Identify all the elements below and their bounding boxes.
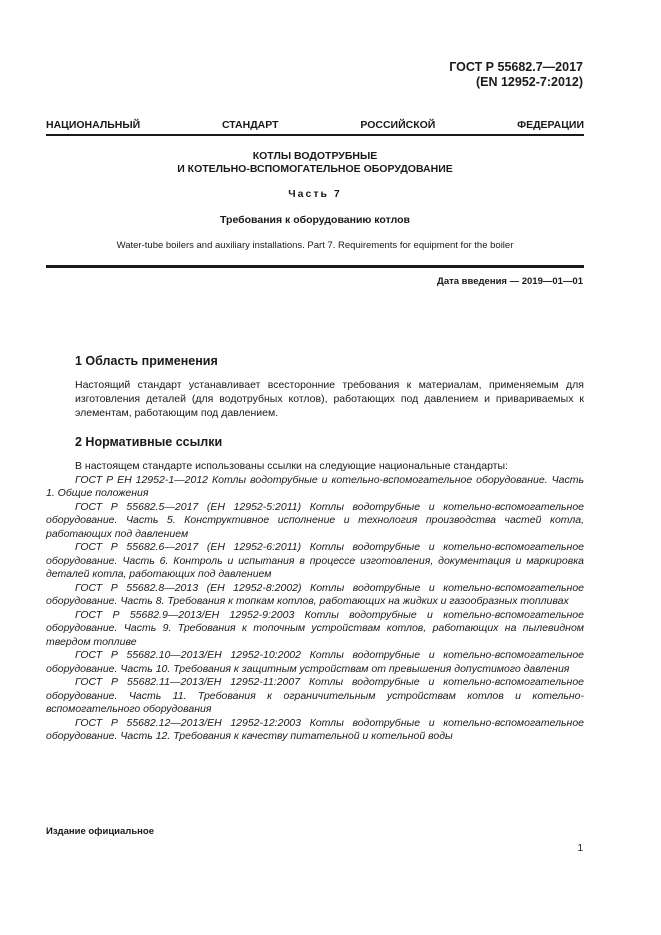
reference-item: ГОСТ Р 55682.12—2013/ЕН 12952-12:2003 Котлы водотрубные и котельно-вспомогательное оборудование. Часть 12. Требования к качеству питательной и котельной воды bbox=[46, 716, 584, 742]
document-number: ГОСТ Р 55682.7—2017 bbox=[449, 60, 583, 74]
page-number: 1 bbox=[577, 843, 583, 854]
reference-item: ГОСТ Р 55682.5—2017 (ЕН 12952-5:2011) Котлы водотрубные и котельно-вспомогательное оборудование. Часть 5. Конструктивное исполнение и технология производства частей котла, работающих под давлением bbox=[46, 500, 584, 540]
banner-divider bbox=[46, 134, 584, 136]
document-number-block bbox=[449, 60, 583, 90]
introduction-date: Дата введения — 2019—01—01 bbox=[437, 276, 583, 287]
banner-word: НАЦИОНАЛЬНЫЙ bbox=[46, 119, 141, 131]
section-2-heading: 2 Нормативные ссылки bbox=[75, 435, 223, 449]
reference-item: ГОСТ Р 55682.10—2013/ЕН 12952-10:2002 Котлы водотрубные и котельно-вспомогательное оборудование. Часть 10. Требования к защитным устройствам от превышения допустимого давления bbox=[46, 649, 584, 675]
banner-word: РОССИЙСКОЙ bbox=[360, 119, 436, 131]
document-title bbox=[46, 150, 584, 176]
national-standard-banner bbox=[46, 119, 584, 131]
section-1-paragraph: Настоящий стандарт устанавливает всесторонние требования к материалам, применяемым для изготовления деталей (для водотрубных котлов), работающих под давлением и привариваемых к элементам, работающим под давлением. bbox=[75, 379, 584, 419]
banner-word: ФЕДЕРАЦИИ bbox=[517, 119, 584, 131]
document-part: Часть 7 bbox=[288, 188, 342, 200]
document-subtitle: Требования к оборудованию котлов bbox=[220, 214, 410, 226]
title-line-2: И КОТЕЛЬНО-ВСПОМОГАТЕЛЬНОЕ ОБОРУДОВАНИЕ bbox=[177, 163, 453, 175]
document-number-en: (EN 12952-7:2012) bbox=[475, 75, 583, 89]
english-title: Water-tube boilers and auxiliary installations. Part 7. Requirements for equipment for the boiler bbox=[116, 240, 514, 251]
references-list bbox=[46, 460, 584, 744]
official-edition-note: Издание официальное bbox=[46, 826, 154, 837]
reference-item: ГОСТ Р 55682.9—2013/ЕН 12952-9:2003 Котлы водотрубные и котельно-вспомогательное оборудование. Часть 9. Требования к топочным устройствам котлов, работающих на пылевидном твердом топливе bbox=[46, 608, 584, 648]
reference-item: ГОСТ Р 55682.11—2013/ЕН 12952-11:2007 Котлы водотрубные и котельно-вспомогательное оборудование. Часть 11. Требования к ограничительным устройствам котлов и котельно-вспомогательного оборудования bbox=[46, 676, 584, 715]
section-1-text bbox=[46, 378, 584, 420]
title-divider bbox=[46, 265, 584, 268]
reference-item: ГОСТ Р 55682.6—2017 (ЕН 12952-6:2011) Котлы водотрубные и котельно-вспомогательное оборудование. Часть 6. Контроль и испытания в процессе изготовления, документация и маркировка деталей котла, работающих под давлением bbox=[46, 541, 584, 580]
banner-word: СТАНДАРТ bbox=[221, 119, 279, 131]
reference-item: ГОСТ Р ЕН 12952-1—2012 Котлы водотрубные и котельно-вспомогательное оборудование. Часть 1. Общие положения bbox=[46, 473, 584, 499]
title-line-1: КОТЛЫ ВОДОТРУБНЫЕ bbox=[252, 150, 378, 162]
references-lead: В настоящем стандарте использованы ссылки на следующие национальные стандарты: bbox=[75, 460, 508, 472]
section-1-heading: 1 Область применения bbox=[75, 354, 218, 368]
reference-item: ГОСТ Р 55682.8—2013 (ЕН 12952-8:2002) Котлы водотрубные и котельно-вспомогательное оборудование. Часть 8. Требования к топкам котлов, работающих на жидких и газообразных топливах bbox=[46, 581, 584, 607]
